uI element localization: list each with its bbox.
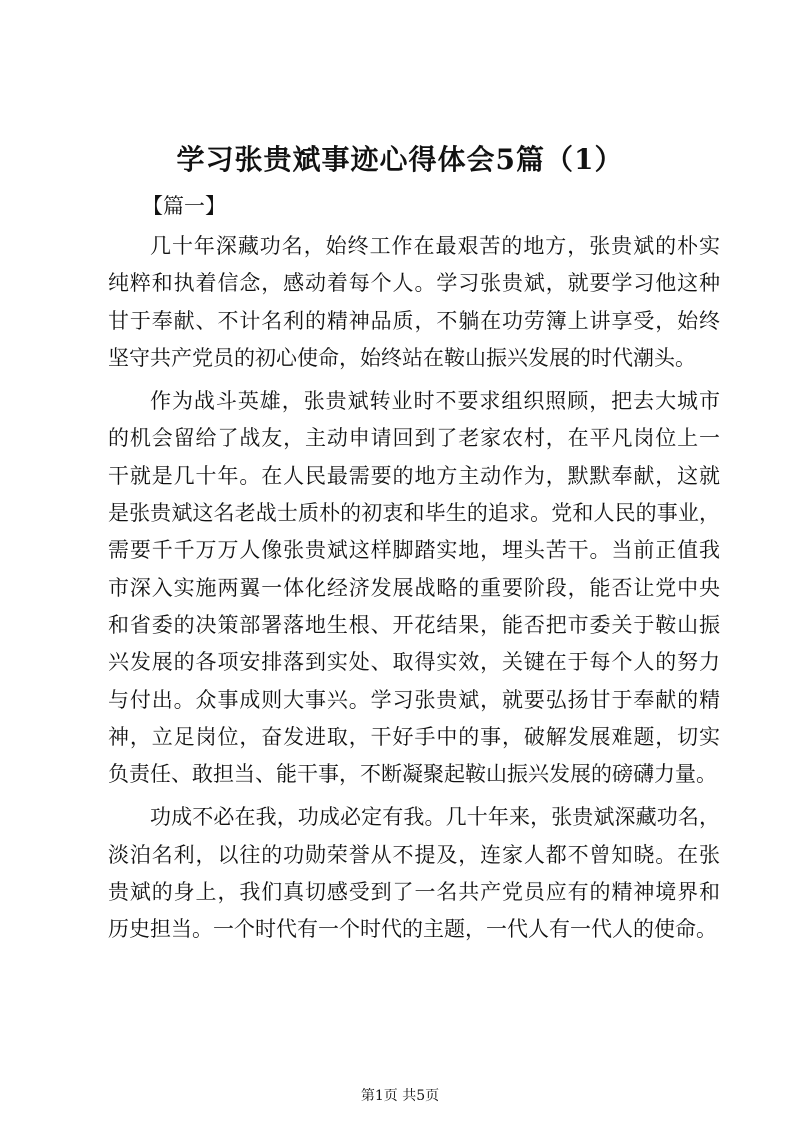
paragraph-line: 功成不必在我，功成必定有我。几十年来，张贵斌深藏功名， — [150, 805, 720, 830]
paragraph — [108, 799, 720, 948]
paragraph-line: 历史担当。一个时代有一个时代的主题，一代人有一代人的使命。 — [108, 917, 717, 942]
paragraph-line: 负责任、敢担当、能干事，不断凝聚起鞍山振兴发展的磅礴力量。 — [108, 762, 717, 787]
paragraph-line: 是张贵斌这名老战士质朴的初衷和毕生的追求。党和人民的事业， — [108, 501, 720, 526]
paragraph-line: 纯粹和执着信念，感动着每个人。学习张贵斌，就要学习他这种 — [108, 271, 720, 296]
document-title: 学习张贵斌事迹心得体会5篇（1） — [176, 143, 624, 176]
paragraph-line: 淡泊名利，以往的功勋荣誉从不提及，连家人都不曾知晓。在张 — [108, 842, 720, 867]
paragraph-line: 贵斌的身上，我们真切感受到了一名共产党员应有的精神境界和 — [108, 880, 720, 905]
paragraph-line: 需要千千万万人像张贵斌这样脚踏实地，埋头苦干。当前正值我 — [108, 538, 720, 563]
paragraph-line: 甘于奉献、不计名利的精神品质，不躺在功劳簿上讲享受，始终 — [108, 308, 720, 333]
paragraph — [108, 383, 720, 793]
paragraph-line: 作为战斗英雄，张贵斌转业时不要求组织照顾，把去大城市 — [150, 389, 720, 414]
paragraph-line: 市深入实施两翼一体化经济发展战略的重要阶段，能否让党中央 — [108, 575, 720, 600]
page-footer: 第1页 共5页 — [360, 1088, 440, 1104]
body-text — [108, 228, 720, 949]
paragraph — [108, 228, 720, 377]
paragraph-line: 和省委的决策部署落地生根、开花结果，能否把市委关于鞍山振 — [108, 612, 720, 637]
paragraph-line: 神，立足岗位，奋发进取，干好手中的事，破解发展难题，切实 — [108, 724, 720, 749]
section-label: 【篇一】 — [142, 194, 226, 218]
paragraph-line: 兴发展的各项安排落到实处、取得实效，关键在于每个人的努力 — [108, 650, 720, 675]
paragraph-line: 与付出。众事成则大事兴。学习张贵斌，就要弘扬甘于奉献的精 — [108, 687, 720, 712]
paragraph-line: 的机会留给了战友，主动申请回到了老家农村，在平凡岗位上一 — [108, 426, 720, 451]
paragraph-line: 几十年深藏功名，始终工作在最艰苦的地方，张贵斌的朴实 — [150, 234, 720, 258]
paragraph-line: 干就是几十年。在人民最需要的地方主动作为，默默奉献，这就 — [108, 463, 720, 488]
paragraph-line: 坚守共产党员的初心使命，始终站在鞍山振兴发展的时代潮头。 — [108, 345, 696, 370]
